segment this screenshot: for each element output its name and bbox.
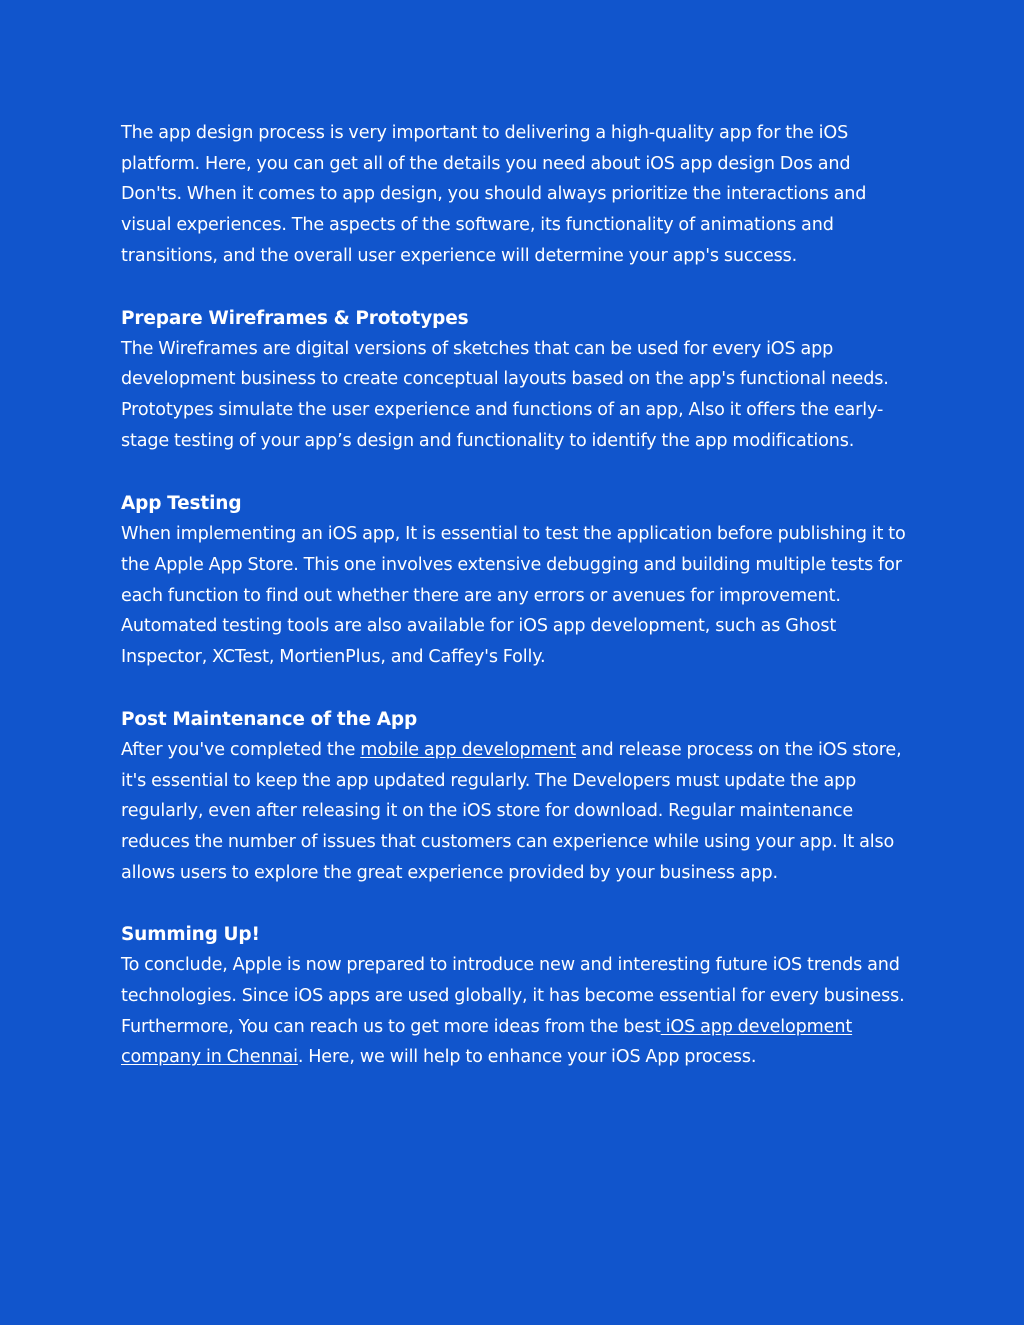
spacer (121, 673, 911, 704)
section-heading-summing-up: Summing Up! (121, 924, 260, 946)
spacer (121, 272, 911, 303)
body-text: and release process on the iOS store, it's essential to keep the app updated regularly. The Developers must update the app regularly, even after releasing it on the iOS store for download. Regular maintenance reduces the number of issues that customers can experience while using your app. It also allows users to explore the great experience provided by your business app. (121, 739, 902, 883)
section-body-post-maintenance (121, 735, 911, 889)
intro-paragraph: The app design process is very important to delivering a high-quality app for the iOS platform. Here, you can get all of the details you need about iOS app design Dos and Don'ts. When it comes to app design, you should always prioritize the interactions and visual experiences. The aspects of the software, its functionality of animations and transitions, and the overall user experience will determine your app's success. (121, 123, 867, 266)
body-text: After you've completed the (121, 739, 361, 760)
spacer (121, 888, 911, 919)
document-page (121, 118, 911, 1073)
ios-app-development-company-link[interactable]: iOS app development company in Chennai (121, 1016, 853, 1068)
section-heading-post-maintenance: Post Maintenance of the App (121, 708, 418, 730)
section-body-summing-up (121, 950, 911, 1073)
mobile-app-development-link[interactable]: mobile app development (360, 739, 576, 760)
section-heading-app-testing: App Testing (121, 493, 242, 515)
section-body-wireframes: The Wireframes are digital versions of sketches that can be used for every iOS app development business to create conceptual layouts based on the app's functional needs. Prototypes simulate the user experience and functions of an app, Also it offers the early-stage testing of your app’s design and functionality to identify the app modifications. (121, 338, 889, 451)
body-text: To conclude, Apple is now prepared to introduce new and interesting future iOS trends and technologies. Since iOS apps are used globally, it has become essential for every business. Furthermore, You can reach us to get more ideas from the best (121, 955, 905, 1037)
body-text: . Here, we will help to enhance your iOS App process. (297, 1047, 757, 1068)
spacer (121, 456, 911, 488)
section-heading-wireframes: Prepare Wireframes & Prototypes (121, 307, 469, 329)
section-body-app-testing: When implementing an iOS app, It is essential to test the application before publishing it to the Apple App Store. This one involves extensive debugging and building multiple tests for each function to find out whether there are any errors or avenues for improvement. Automated testing tools are also available for iOS app development, such as Ghost Inspector, XCTest, MortienPlus, and Caffey's Folly. (121, 524, 906, 668)
